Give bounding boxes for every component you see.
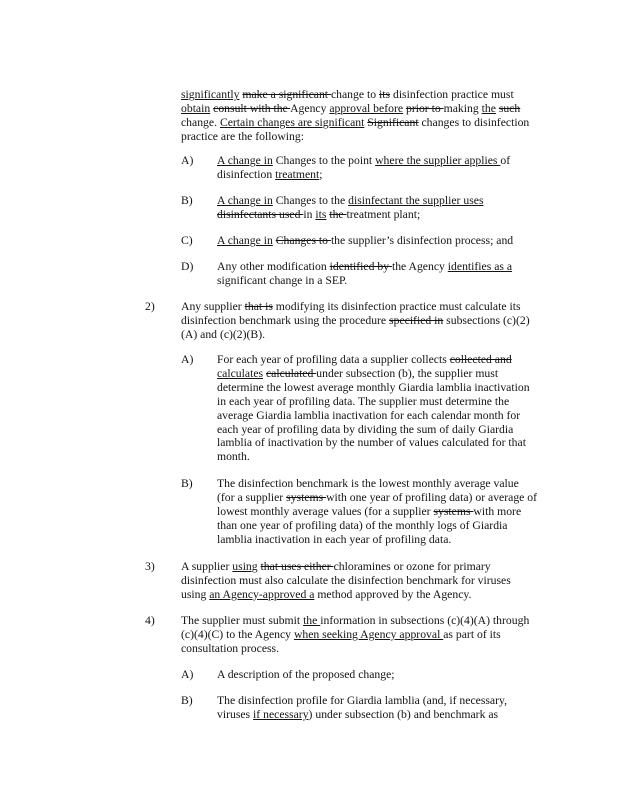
text-run: with one year of profiling data) or average of lowest monthly average values (for a supplier bbox=[217, 490, 538, 518]
text-run: For each year of profiling data a supplier collects bbox=[217, 353, 450, 366]
text-run: subsections (c)(2)(A) and (c)(2)(B). bbox=[181, 313, 530, 341]
text-run: the Agency bbox=[391, 260, 448, 273]
item-text bbox=[217, 154, 537, 182]
text-run: the supplier’s disinfection process; and bbox=[330, 234, 514, 247]
text-run: changes to disinfection practice are the following: bbox=[181, 115, 530, 143]
item-label: A) bbox=[181, 154, 194, 167]
deleted-text: prior to bbox=[405, 101, 444, 115]
section-label: 3) bbox=[145, 560, 155, 573]
item-label: A) bbox=[181, 668, 194, 681]
deleted-text: collected and bbox=[449, 353, 512, 366]
inserted-text: its bbox=[315, 207, 327, 221]
deleted-text: calculated bbox=[266, 366, 317, 380]
inserted-text: A change in bbox=[217, 194, 273, 207]
inserted-text: approval before bbox=[329, 101, 404, 115]
section-text bbox=[181, 300, 541, 342]
item-text bbox=[217, 477, 539, 547]
inserted-text: disinfectant the supplier uses bbox=[348, 194, 484, 207]
text-run: ) under subsection (b) and benchmark as bbox=[308, 707, 499, 721]
deleted-text: such bbox=[498, 101, 521, 115]
text-run: change. bbox=[181, 115, 220, 129]
inserted-text: A change in bbox=[217, 154, 273, 167]
intro-paragraph bbox=[181, 88, 539, 144]
text-run: Any other modification bbox=[217, 260, 330, 273]
item-text bbox=[217, 668, 537, 682]
text-run: change to bbox=[330, 88, 379, 101]
item-label: D) bbox=[181, 260, 194, 273]
deleted-text: that uses either bbox=[260, 560, 334, 573]
inserted-text: when seeking Agency approval bbox=[293, 627, 444, 641]
text-run: modifying its disinfection practice must calculate its disinfection benchmark using the procedure bbox=[181, 300, 521, 327]
text-run: The disinfection profile for Giardia lamblia (and, if necessary, viruses bbox=[217, 694, 508, 721]
text-run: with more than one year of profiling data) of the monthly logs of Giardia lamblia inactivation in each year of profiling data. bbox=[217, 504, 522, 546]
text-run: making bbox=[443, 101, 482, 115]
inserted-text: the bbox=[481, 101, 496, 115]
text-run: A description of the proposed change; bbox=[217, 668, 395, 681]
item-label: B) bbox=[181, 694, 193, 707]
text-run: treatment plant; bbox=[346, 207, 421, 221]
item-text bbox=[217, 234, 547, 248]
section-text bbox=[181, 614, 545, 656]
deleted-text: its bbox=[379, 88, 391, 101]
inserted-text: A change in bbox=[217, 234, 273, 247]
text-run: of disinfection bbox=[217, 154, 511, 181]
item-label: B) bbox=[181, 194, 193, 207]
inserted-text: where the supplier applies bbox=[375, 154, 501, 167]
item-text bbox=[217, 694, 527, 722]
deleted-text: consult with the bbox=[213, 101, 291, 115]
item-label: C) bbox=[181, 234, 193, 247]
item-label: A) bbox=[181, 353, 194, 366]
section-label: 2) bbox=[145, 300, 155, 313]
inserted-text: using bbox=[232, 560, 258, 573]
deleted-text: systems bbox=[433, 504, 474, 518]
deleted-text: systems bbox=[286, 490, 327, 504]
text-run: Changes to the bbox=[272, 194, 349, 207]
text-run: as part of its consultation process. bbox=[181, 627, 501, 655]
section-label: 4) bbox=[145, 614, 155, 627]
item-text bbox=[217, 260, 537, 288]
deleted-text: Significant bbox=[367, 115, 419, 129]
text-run: The supplier must submit bbox=[181, 614, 304, 627]
text-run: under subsection (b), the supplier must determine the lowest average monthly Giardia lamblia inactivation in each year of profiling data. The supplier must determine the average Giardia lamblia inactivation for each calendar month for each year of profiling data by dividing the sum of daily Giardia lamblia of inactivation by the number of values calculated for that month. bbox=[217, 366, 530, 464]
item-label: B) bbox=[181, 477, 193, 490]
inserted-text: the bbox=[303, 614, 321, 627]
deleted-text: Changes to bbox=[275, 234, 331, 247]
deleted-text: make a significant bbox=[242, 88, 331, 101]
text-run: method approved by the Agency. bbox=[314, 587, 472, 601]
text-run: The disinfection benchmark is the lowest monthly average value (for a supplier bbox=[217, 477, 519, 504]
deleted-text: specified in bbox=[389, 313, 444, 327]
item-text bbox=[217, 353, 539, 464]
text-run: Agency bbox=[290, 101, 330, 115]
deleted-text: identified by bbox=[329, 260, 392, 273]
inserted-text: an Agency-approved a bbox=[209, 587, 315, 601]
item-text bbox=[217, 194, 537, 222]
text-run: disinfection practice must bbox=[390, 88, 514, 101]
text-run: information in subsections (c)(4)(A) through (c)(4)(C) to the Agency bbox=[181, 614, 530, 641]
deleted-text: the bbox=[329, 207, 347, 221]
text-run: significant change in a SEP. bbox=[217, 273, 348, 287]
text-run: ; bbox=[319, 167, 323, 181]
inserted-text: treatment bbox=[275, 167, 320, 181]
inserted-text: if necessary bbox=[253, 707, 309, 721]
text-run: A supplier bbox=[181, 560, 233, 573]
text-run: chloramines or ozone for primary disinfection must also calculate the disinfection benchmark for viruses using bbox=[181, 560, 511, 601]
inserted-text: calculates bbox=[217, 366, 264, 380]
deleted-text: that is bbox=[244, 300, 273, 313]
inserted-text: obtain bbox=[181, 101, 211, 115]
inserted-text: Certain changes are significant bbox=[219, 115, 365, 129]
text-run: in bbox=[303, 207, 316, 221]
section-text bbox=[181, 560, 526, 602]
text-run: Any supplier bbox=[181, 300, 245, 313]
deleted-text: disinfectants used bbox=[217, 207, 304, 221]
inserted-text: identifies as a bbox=[447, 260, 513, 273]
inserted-text: significantly bbox=[181, 88, 240, 101]
text-run: Changes to the point bbox=[272, 154, 376, 167]
